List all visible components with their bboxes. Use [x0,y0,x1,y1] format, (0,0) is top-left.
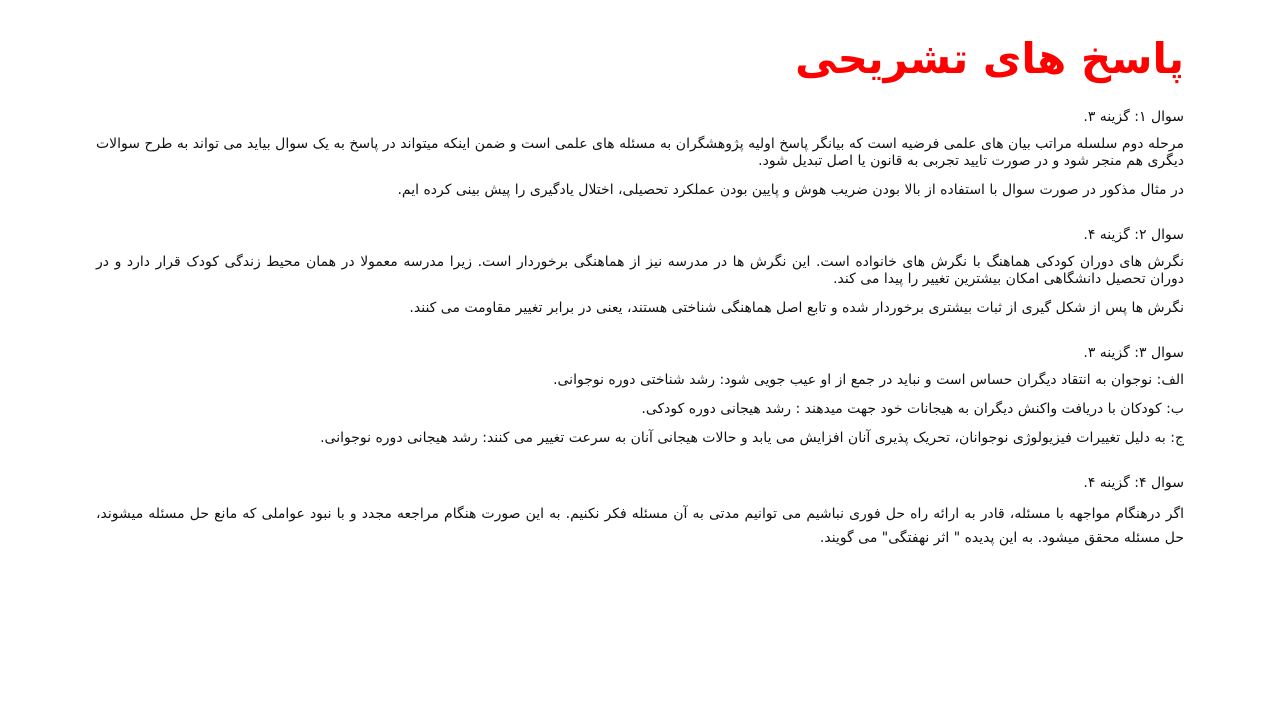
question-heading: سوال ۴: گزینه ۴. [1083,475,1184,491]
question-heading: سوال ۲: گزینه ۴. [1083,227,1184,243]
question-heading: سوال ۱: گزینه ۳. [1083,109,1184,125]
answer-paragraph: الف: نوجوان به انتقاد دیگران حساس است و نباید در جمع از او عیب جویی شود: رشد شناختی دوره نوجوانی. [553,372,1184,388]
slide-title: پاسخ های تشریحی [795,34,1184,83]
answer-paragraph: نگرش ها پس از شکل گیری از ثبات بیشتری برخوردار شده و تابع اصل هماهنگی شناختی هستند، یعنی در برابر تغییر مقاومت می کنند. [409,300,1184,316]
answer-paragraph: ج: به دلیل تغییرات فیزیولوژی نوجوانان، تحریک پذیری آنان افزایش می یابد و حالات هیجانی آنان به سرعت تغییر می کنند: رشد هیجانی دوره نوجوانی. [320,430,1184,446]
answer-paragraph: نگرش های دوران کودکی هماهنگ با نگرش های خانواده است. این نگرش ها در مدرسه نیز از هماهنگی برخوردار است. زیرا مدرسه معمولا در همان محیط زندگی کودک قرار دارد و در دوران تحصیل دانشگاهی امکان بیشترین تغییر را پیدا می کند. [96,254,1184,287]
answer-paragraph: مرحله دوم سلسله مراتب بیان های علمی فرضیه است که بیانگر پاسخ اولیه پژوهشگران به مسئله های علمی است و ضمن اینکه میتواند در پاسخ به یک سوال بیاید می تواند به طرح سوالات دیگری هم منجر شود و در صورت تایید تجربی به قانون یا اصل تبدیل شود. [96,136,1184,169]
answer-paragraph: اگر درهنگام مواجهه با مسئله، قادر به ارائه راه حل فوری نباشیم می توانیم مدتی به آن مسئله فکر نکنیم. به این صورت هنگام مراجعه مجدد و با نبود عواملی که مانع حل مسئله میشوند، حل مسئله محقق میشود. به این پدیده " اثر نهفتگی" می گویند. [96,506,1184,546]
answer-section-2 [96,226,1184,317]
answer-section-4 [96,474,1184,550]
answer-section-3 [96,344,1184,447]
question-heading: سوال ۳: گزینه ۳. [1083,345,1184,361]
answer-paragraph: در مثال مذکور در صورت سوال با استفاده از بالا بودن ضریب هوش و پایین بودن عملکرد تحصیلی، اختلال یادگیری را پیش بینی کرده ایم. [397,182,1184,198]
answers-content [96,108,1184,577]
answer-paragraph: ب: کودکان با دریافت واکنش دیگران به هیجانات خود جهت میدهند : رشد هیجانی دوره کودکی. [641,401,1184,417]
answer-section-1 [96,108,1184,199]
